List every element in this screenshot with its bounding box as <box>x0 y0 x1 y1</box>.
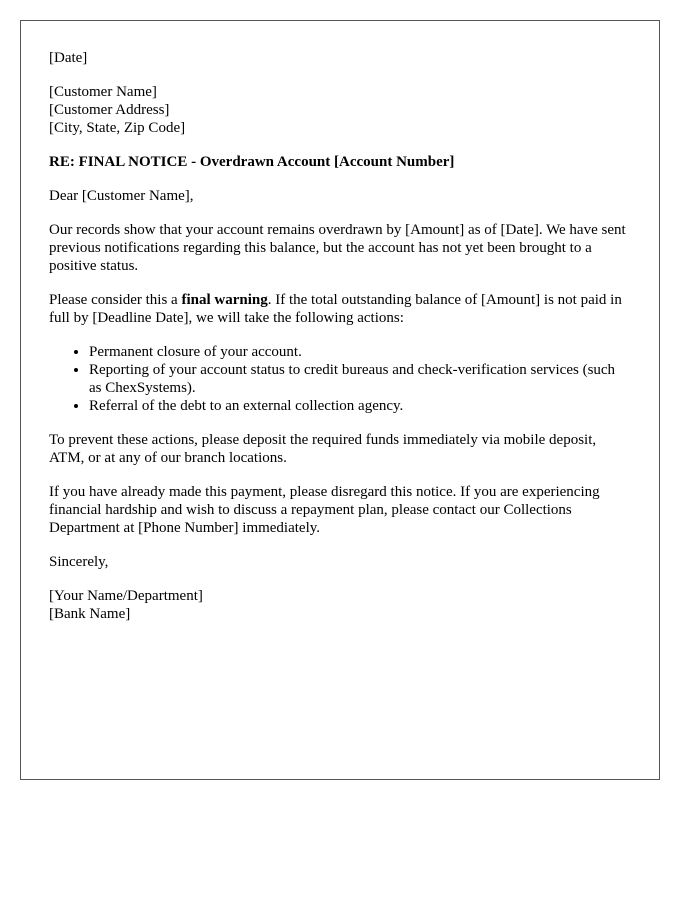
signature-block <box>49 587 631 623</box>
final-warning-details: . If the total outstanding balance of [Amount] is not paid in full by [Deadline Date], we will take the following actions: <box>49 292 622 326</box>
paragraph-hardship-contact: If you have already made this payment, please disregard this notice. If you are experiencing financial hardship and wish to discuss a repayment plan, please contact our Collections Department at [Phone Number] immediately. <box>49 484 600 536</box>
paragraph-prevent-actions: To prevent these actions, please deposit the required funds immediately via mobile deposit, ATM, or at any of our branch locations. <box>49 432 597 466</box>
recipient-city-state-zip: [City, State, Zip Code] <box>49 120 186 136</box>
letter-subject: RE: FINAL NOTICE - Overdrawn Account [Account Number] <box>49 154 455 170</box>
recipient-address-block <box>49 83 631 137</box>
final-warning-emphasis: final warning <box>181 292 268 308</box>
letter-date: [Date] <box>49 50 88 66</box>
final-warning-intro: Please consider this a <box>49 292 182 308</box>
signature-bank: [Bank Name] <box>49 606 131 622</box>
closing: Sincerely, <box>49 554 109 570</box>
action-item: • Permanent closure of your account. <box>89 343 631 361</box>
paragraph-overdrawn-notice: Our records show that your account remains overdrawn by [Amount] as of [Date]. We have sent previous notifications regarding this balance, but the account has not yet been brought to a positive status. <box>49 222 626 274</box>
actions-list <box>49 343 631 415</box>
action-item: • Reporting of your account status to credit bureaus and check-verification services (such as ChexSystems). <box>89 361 631 397</box>
letter-page <box>20 20 660 780</box>
paragraph-final-warning <box>49 291 631 327</box>
salutation: Dear [Customer Name], <box>49 188 194 204</box>
action-item: • Referral of the debt to an external collection agency. <box>89 397 631 415</box>
recipient-address: [Customer Address] <box>49 102 170 118</box>
signature-name: [Your Name/Department] <box>49 588 203 604</box>
recipient-name: [Customer Name] <box>49 84 157 100</box>
